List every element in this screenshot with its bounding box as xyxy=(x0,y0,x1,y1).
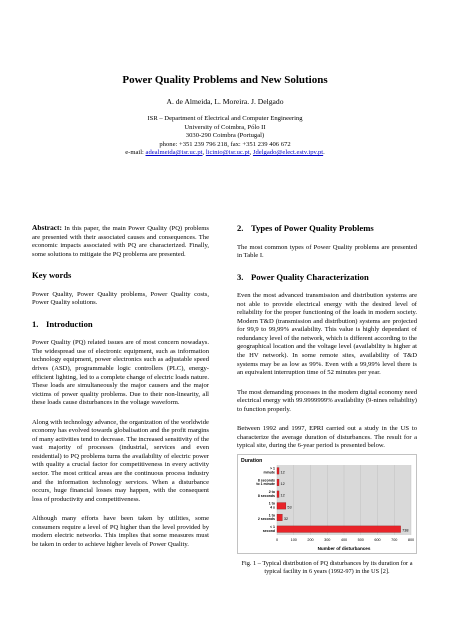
bar xyxy=(277,479,279,486)
paragraph: The most demanding processes in the modern digital economy need electrical energy with 99.9999999% availability (9-nines reliability) to function properly. xyxy=(237,388,417,413)
x-tick-label: 300 xyxy=(324,537,331,542)
figure-chart xyxy=(237,454,417,554)
data-label: 53 xyxy=(287,505,292,510)
left-column xyxy=(32,224,209,560)
paragraph: Along with technology advance, the organization of the worldwide economy has evolved towards globalisation and the profit margins of many activities tend to decrease. The increased sensitivity of the vast majority of processes (industrial, services and even residential) to PQ problems turns the availability of electric power with quality a crucial factor for competitiveness in every activity sector. The most critical areas are the continuous process industry and the information technology services. When a disturbance occurs, huge financial losses may happen, with the consequent loss of productivity and competitiveness. xyxy=(32,418,209,503)
section-heading xyxy=(32,320,209,329)
abstract xyxy=(32,224,209,259)
bar-chart xyxy=(237,454,417,554)
paragraph: The most common types of Power Quality problems are presented in Table I. xyxy=(237,243,417,260)
abstract-text: In this paper, the main Power Quality (PQ) problems are presented with their associated causes and consequences. The economic impacts associated with PQ are characterized. Finally, some solutions to mitigate the PQ problems are presented. xyxy=(32,225,209,258)
section-number: 1. xyxy=(32,318,39,329)
paper-title: Power Quality Problems and New Solutions xyxy=(122,74,328,86)
category-label: > 1 minute xyxy=(263,466,275,475)
abstract-label: Abstract: xyxy=(32,223,62,232)
x-tick-label: 800 xyxy=(407,537,415,542)
email-link[interactable]: adealmeida@isr.uc.pt xyxy=(145,149,203,157)
bar xyxy=(277,468,279,475)
bar xyxy=(277,491,279,498)
separator: . xyxy=(323,149,325,157)
phone-fax-line: phone: +351 239 796 218, fax: +351 239 406 672 xyxy=(159,140,291,148)
category-label: 2 to 8 seconds xyxy=(257,489,275,498)
section-title: Introduction xyxy=(46,318,93,329)
section-title: Power Quality Characterization xyxy=(251,271,369,282)
x-tick-label: 0 xyxy=(275,537,279,542)
bar xyxy=(277,514,282,521)
affiliation-line: ISR – Department of Electrical and Computer Engineering xyxy=(147,115,303,122)
section-number: 2. xyxy=(237,223,244,233)
x-tick-label: 400 xyxy=(340,537,348,542)
x-tick-label: 700 xyxy=(391,537,398,542)
paragraph: Even the most advanced transmission and distribution systems are not able to provide electrical energy with the desired level of reliability for the proper functioning of the loads in modern society. Modern T&D (transmission and distribution) systems are projected for 99,9 to 99,99% availability. This value is highly dependant of redundancy level of the network, which is different according to the geographical location and the voltage level (availability is higher at the HV network). In some remote sites, availability of T&D systems may be as low as 99%. Even with a 99,99% level there is an equivalent interruption time of 52 minutes per year. xyxy=(237,292,417,377)
affiliation-line: 3030-290 Coimbra (Portugal) xyxy=(185,132,265,140)
section-heading xyxy=(237,224,417,233)
x-tick-label: 100 xyxy=(290,537,297,542)
category-label: 8 seconds to 1 minute xyxy=(256,478,275,487)
x-tick-label: 200 xyxy=(307,537,314,542)
bar xyxy=(277,503,286,510)
authors: A. de Almeida, L. Moreira. J. Delgado xyxy=(166,97,284,106)
x-axis-label: Number of disturbances xyxy=(317,545,371,551)
data-label: 738 xyxy=(402,528,409,533)
email-label: e-mail: xyxy=(125,149,146,157)
separator: , xyxy=(249,149,253,157)
email-line xyxy=(0,149,450,158)
paragraph: Power Quality (PQ) related issues are of most concern nowadays. The widespread use of electronic equipment, such as information technology equipment, power electronics such as adjustable speed drives (ASD), programmable logic controllers (PLC), energy-efficient lighting, led to a complete change of electric loads nature. These loads are simultaneously the major causers and the major victims of power quality problems. Due to their non-linearity, all these loads cause disturbances in the voltage waveform. xyxy=(32,339,209,407)
bar xyxy=(277,526,401,533)
affiliation-block xyxy=(0,115,450,158)
data-label: 32 xyxy=(283,516,289,521)
category-label: < 1 second xyxy=(262,524,275,533)
x-tick-label: 600 xyxy=(374,537,381,542)
figure-caption: Fig. 1 – Typical distribution of PQ disturbances by its duration for a typical facility in 6 years (1992-97) in the US [2]. xyxy=(241,559,413,575)
section-number: 3. xyxy=(237,271,244,282)
right-column xyxy=(237,224,417,575)
section-heading xyxy=(237,273,417,282)
separator: , xyxy=(202,149,206,157)
email-link[interactable]: Jdelgado@elect.estv.ipv.pt xyxy=(252,149,324,157)
keywords-text: Power Quality, Power Quality problems, Power Quality costs, Power Quality solutions. xyxy=(32,290,209,307)
category-label: 1 to 2 seconds xyxy=(257,513,275,522)
x-tick-label: 500 xyxy=(357,537,364,542)
chart-title: Duration xyxy=(241,457,263,464)
paragraph: Although many efforts have been taken by utilities, some consumers require a level of PQ higher than the level provided by modern electric networks. This implies that some measures must be taken in order to achieve higher levels of Power Quality. xyxy=(32,515,209,548)
keywords-heading: Key words xyxy=(32,270,72,281)
data-label: 12 xyxy=(280,470,285,475)
affiliation-line: University of Coimbra, Pólo II xyxy=(184,123,266,131)
data-label: 12 xyxy=(280,481,285,486)
email-link[interactable]: licinio@isr.uc.pt xyxy=(205,149,250,157)
paragraph: Between 1992 and 1997, EPRI carried out a study in the US to characterize the average duration of disturbances. The result for a typical site, during the 6-year period is presented below. xyxy=(237,425,417,450)
data-label: 12 xyxy=(280,493,285,498)
section-title: Types of Power Quality Problems xyxy=(251,223,374,233)
category-label: 1 to 4 s xyxy=(268,501,275,510)
